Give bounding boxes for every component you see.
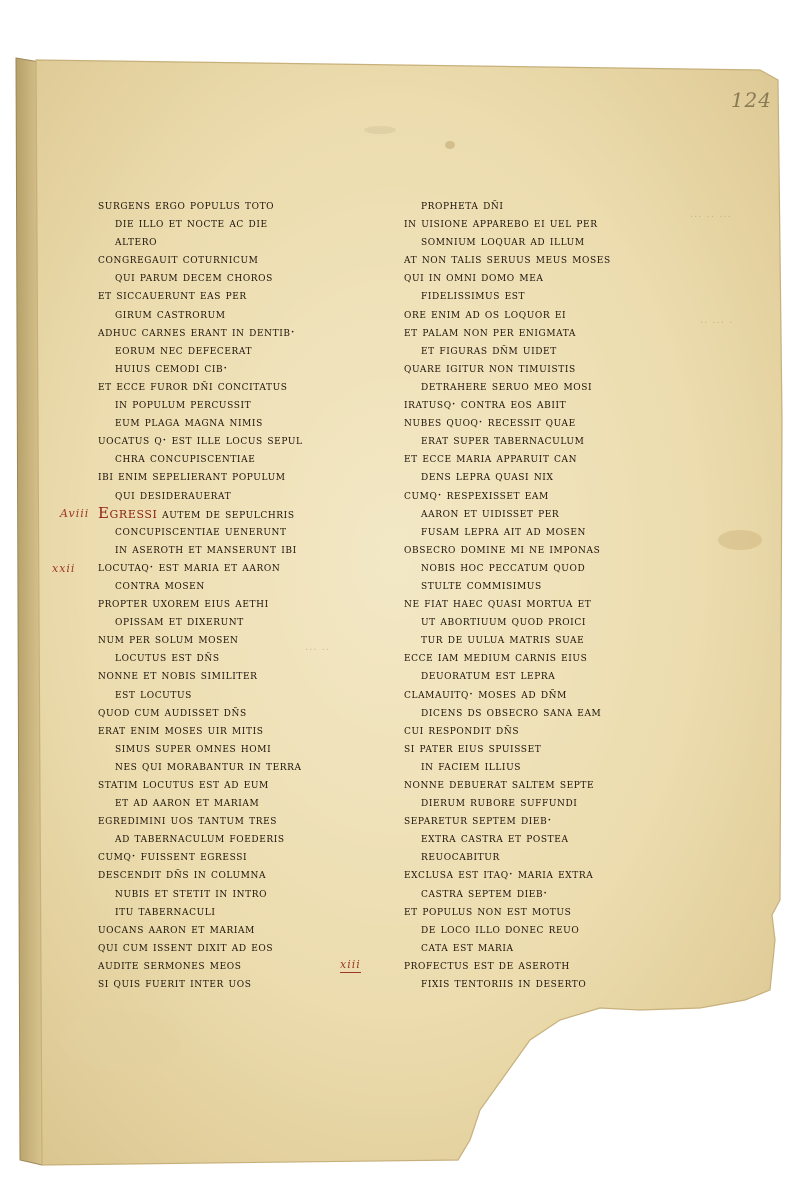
text-line [98, 486, 388, 504]
line-text: si quis fuerit inter uos [98, 975, 252, 991]
text-line [404, 413, 704, 431]
line-text: simus super omnes homi [115, 739, 272, 755]
line-text: nes qui morabantur in terra [115, 757, 302, 773]
line-text: ne fiat haec quasi mortua et [404, 595, 592, 611]
text-line [404, 214, 704, 232]
text-line [404, 666, 704, 684]
text-line [404, 594, 704, 612]
text-line [404, 630, 704, 648]
line-text: altero [115, 233, 158, 249]
text-line [98, 286, 388, 304]
line-text: clamauitq· moses ad dñm [404, 685, 567, 701]
line-text: erat super tabernaculum [421, 432, 585, 448]
text-line [98, 196, 388, 214]
show-through-text: ··· ·· [305, 645, 331, 656]
line-text: et populus non est motus [404, 902, 572, 918]
text-line [98, 413, 388, 431]
text-line [98, 250, 388, 268]
text-line [404, 974, 704, 992]
text-line [404, 558, 704, 576]
show-through-text: ·· ··· · [700, 318, 734, 329]
line-text: ibi enim sepelierant populum [98, 468, 286, 484]
line-text: dens lepra quasi nix [421, 468, 554, 484]
line-text: erat enim moses uir mitis [98, 721, 264, 737]
line-text: uocans aaron et mariam [98, 920, 255, 936]
text-line [98, 703, 388, 721]
line-text: iratusq· contra eos abiit [404, 396, 567, 412]
text-line [98, 920, 388, 938]
line-text: qui cum issent dixit ad eos [98, 938, 274, 954]
text-line [404, 504, 704, 522]
text-line [98, 522, 388, 540]
line-text: propter uxorem eius aethi [98, 595, 269, 611]
text-line [98, 865, 388, 883]
line-text: in aseroth et manserunt ibi [115, 540, 297, 556]
text-line [404, 522, 704, 540]
text-line [404, 865, 704, 883]
text-line [98, 847, 388, 865]
line-text: ut abortiuum quod proici [421, 613, 586, 629]
line-text: eum plaga magna nimis [115, 414, 263, 430]
line-text: et ecce furor dñi concitatus [98, 377, 288, 393]
text-line [98, 666, 388, 684]
text-line [404, 268, 704, 286]
line-text: autem de sepulchris [162, 505, 295, 521]
line-text: locutaq· est maria et aaron [98, 558, 281, 574]
line-text: quare igitur non timuistis [404, 359, 576, 375]
line-text: audite sermones meos [98, 956, 242, 972]
line-text: et ad aaron et mariam [115, 794, 260, 810]
line-text: qui desiderauerat [115, 486, 232, 502]
line-text: contra mosen [115, 576, 205, 592]
line-text: girum castrorum [115, 305, 226, 321]
line-text: eorum nec defecerat [115, 341, 253, 357]
line-text: aaron et uidisset per [421, 504, 560, 520]
text-line [404, 902, 704, 920]
text-line [98, 359, 388, 377]
text-line [404, 467, 704, 485]
text-line [404, 323, 704, 341]
line-text: reuocabitur [421, 848, 500, 864]
line-text: concupiscentiae uenerunt [115, 522, 287, 538]
text-line [98, 902, 388, 920]
line-text: nonne debuerat saltem septe [404, 776, 595, 791]
text-line [98, 721, 388, 739]
text-line [404, 703, 704, 721]
rubricated-initial: Egressi [98, 503, 158, 522]
line-text: in uisione apparebo ei uel per [404, 215, 598, 231]
line-text: est locutus [115, 685, 192, 701]
line-text: in populum percussit [115, 396, 252, 412]
text-line [404, 920, 704, 938]
line-text: qui parum decem choros [115, 269, 273, 285]
text-line [98, 685, 388, 703]
text-line [404, 721, 704, 739]
text-line [404, 685, 704, 703]
text-line [98, 793, 388, 811]
line-text: de loco illo donec reuo [421, 920, 580, 936]
text-line [98, 214, 388, 232]
text-line [404, 956, 704, 974]
text-line [404, 612, 704, 630]
line-text: ore enim ad os loquor ei [404, 305, 567, 321]
line-text: profectus est de aseroth [404, 956, 570, 972]
text-line [404, 847, 704, 865]
text-line [404, 829, 704, 847]
line-text: et ecce maria apparuit can [404, 450, 578, 466]
line-text: huius cemodi cib· [115, 359, 228, 375]
text-line [98, 268, 388, 286]
line-text: egredimini uos tantum tres [98, 812, 278, 828]
marginal-chapter-number: Aviii [60, 507, 90, 520]
line-text: qui in omni domo mea [404, 269, 544, 285]
line-text: tur de uulua matris suae [421, 631, 585, 647]
text-line [98, 305, 388, 323]
line-text: descendit dñs in columna [98, 866, 267, 882]
text-line [404, 377, 704, 395]
text-line [98, 811, 388, 829]
text-line [404, 395, 704, 413]
text-line [404, 793, 704, 811]
line-text: itu tabernaculi [115, 902, 216, 918]
text-line [98, 884, 388, 902]
text-line [98, 467, 388, 485]
text-line [98, 775, 388, 793]
left-text-column [98, 196, 388, 992]
text-line [404, 775, 704, 793]
text-line [404, 431, 704, 449]
line-text: chra concupiscentiae [115, 450, 256, 466]
line-text: adhuc carnes erant in dentib· [98, 323, 296, 339]
line-text: nobis hoc peccatum quod [421, 558, 586, 574]
line-text: at non talis seruus meus moses [404, 251, 611, 267]
text-line [98, 558, 388, 576]
text-line [404, 811, 704, 829]
text-line [98, 594, 388, 612]
line-text: castra septem dieb· [421, 884, 548, 900]
text-line [98, 829, 388, 847]
line-text: ad tabernaculum foederis [115, 830, 285, 846]
line-text: die illo et nocte ac die [115, 215, 268, 231]
text-line [404, 449, 704, 467]
line-text: cumq· fuissent egressi [98, 848, 248, 864]
right-text-column [404, 196, 704, 992]
text-line [404, 250, 704, 268]
line-text: cata est maria [421, 938, 514, 954]
text-line [404, 739, 704, 757]
text-line [98, 612, 388, 630]
line-text: nubis et stetit in intro [115, 884, 268, 900]
text-line [404, 196, 704, 214]
line-text: nonne et nobis similiter [98, 667, 258, 683]
text-line [98, 938, 388, 956]
line-text: cumq· respexisset eam [404, 486, 549, 502]
text-line [98, 232, 388, 250]
line-text: obsecro domine mi ne imponas [404, 540, 601, 556]
text-line [404, 232, 704, 250]
text-line [404, 884, 704, 902]
line-text: propheta dñi [421, 197, 504, 212]
text-line [98, 377, 388, 395]
line-text: num per solum mosen [98, 631, 239, 647]
line-text: stulte commisimus [421, 576, 542, 592]
text-line [98, 739, 388, 757]
folio-number: 124 [730, 88, 772, 112]
line-text: ecce iam medium carnis eius [404, 649, 588, 665]
line-text: quod cum audisset dñs [98, 703, 247, 719]
line-text: fusam lepra ait ad mosen [421, 522, 586, 538]
line-text: et palam non per enigmata [404, 323, 576, 339]
text-line [98, 449, 388, 467]
line-text: somnium loquar ad illum [421, 233, 585, 249]
line-text: dierum rubore suffundi [421, 794, 578, 810]
text-line [98, 431, 388, 449]
line-text: nubes quoq· recessit quae [404, 414, 576, 430]
line-text: deuoratum est lepra [421, 667, 556, 683]
marginal-chapter-number: xxii [52, 562, 76, 575]
text-line [98, 630, 388, 648]
line-text: uocatus q· est ille locus sepul [98, 432, 303, 448]
text-line [98, 648, 388, 666]
show-through-text: ··· ·· ··· [690, 212, 732, 223]
text-line [404, 286, 704, 304]
text-line [98, 576, 388, 594]
line-text: opissam et dixerunt [115, 613, 244, 629]
line-text: in faciem illius [421, 757, 522, 773]
line-text: cui respondit dñs [404, 721, 520, 737]
line-text: statim locutus est ad eum [98, 776, 269, 791]
line-text: locutus est dñs [115, 649, 220, 665]
text-line [98, 974, 388, 992]
text-line [404, 540, 704, 558]
line-text: fixis tentoriis in deserto [421, 975, 587, 991]
text-line [404, 486, 704, 504]
line-text: separetur septem dieb· [404, 812, 552, 828]
line-text: et siccauerunt eas per [98, 287, 247, 303]
text-line [98, 395, 388, 413]
line-text: surgens ergo populus toto [98, 197, 275, 212]
text-line [404, 938, 704, 956]
text-line [404, 305, 704, 323]
line-text: extra castra et postea [421, 830, 569, 846]
line-text: detrahere seruo meo mosi [421, 377, 593, 393]
text-line [404, 341, 704, 359]
line-text: exclusa est itaq· maria extra [404, 866, 594, 882]
line-text: si pater eius spuisset [404, 739, 542, 755]
text-line [98, 540, 388, 558]
text-line [404, 648, 704, 666]
text-line [404, 757, 704, 775]
text-line [98, 323, 388, 341]
line-text: et figuras dñm uidet [421, 341, 557, 357]
line-text: dicens ds obsecro sana eam [421, 703, 602, 719]
text-line [404, 359, 704, 377]
marginal-chapter-number: xiii [340, 958, 361, 971]
text-line [98, 341, 388, 359]
text-line [404, 576, 704, 594]
line-text: congregauit coturnicum [98, 251, 259, 267]
text-line [98, 504, 388, 522]
line-text: fidelissimus est [421, 287, 526, 303]
text-line [98, 757, 388, 775]
